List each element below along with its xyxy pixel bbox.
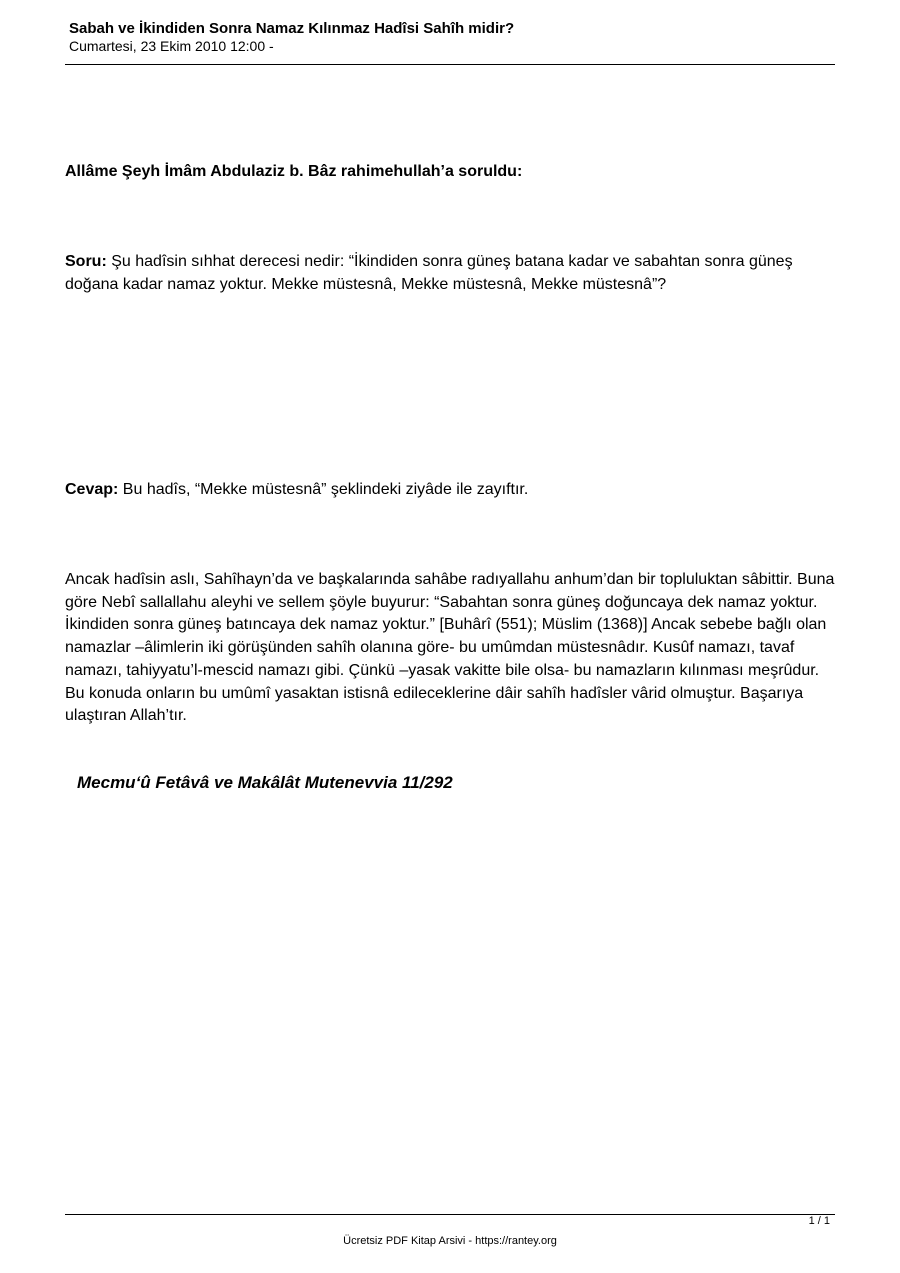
question-text: Şu hadîsin sıhhat derecesi nedir: “İkindiden sonra güneş batana kadar ve sabahtan sonra güneş doğana kadar namaz yoktur. Mekke müstesnâ, Mekke müstesnâ, Mekke müstesnâ”?	[65, 253, 793, 293]
answer-label: Cevap:	[65, 481, 119, 498]
header-divider	[65, 64, 835, 65]
answer-paragraph	[65, 479, 840, 502]
footer-text: Ücretsiz PDF Kitap Arsivi - https://rantey.org	[343, 1235, 557, 1247]
page-number: 1 / 1	[808, 1215, 830, 1227]
source-citation: Mecmu‘û Fetâvâ ve Makâlât Mutenevvia 11/292	[77, 773, 453, 792]
document-header	[69, 20, 829, 55]
question-label: Soru:	[65, 253, 107, 270]
body-paragraph: Ancak hadîsin aslı, Sahîhayn’da ve başkalarında sahâbe radıyallahu anhum’dan bir topluluktan sâbittir. Buna göre Nebî sallallahu aleyhi ve sellem şöyle buyurur: “Sabahtan sonra güneş doğuncaya dek namaz yoktur. İkindiden sonra güneş batıncaya dek namaz yoktur.” [Buhârî (551); Müslim (1368)] Ancak sebebe bağlı olan namazlar –âlimlerin iki görüşünden sahîh olanına göre- bu umûmdan müstesnâdır. Kusûf namazı, tavaf namazı, tahiyyatu’l-mescid namazı gibi. Çünkü –yasak vakitte bile olsa- bu namazların kılınması meşrûdur. Bu konuda onların bu umûmî yasaktan istisnâ edileceklerine dâir sahîh hadîsler vârid olmuştur. Başarıya ulaştıran Allah’tır.	[65, 571, 835, 725]
document-title: Sabah ve İkindiden Sonra Namaz Kılınmaz Hadîsi Sahîh midir?	[69, 20, 515, 37]
answer-text: Bu hadîs, “Mekke müstesnâ” şeklindeki ziyâde ile zayıftır.	[118, 481, 529, 498]
document-date: Cumartesi, 23 Ekim 2010 12:00 -	[69, 38, 274, 54]
footer-divider	[65, 1214, 835, 1215]
question-paragraph	[65, 251, 840, 296]
article-heading: Allâme Şeyh İmâm Abdulaziz b. Bâz rahimehullah’a soruldu:	[65, 163, 523, 180]
